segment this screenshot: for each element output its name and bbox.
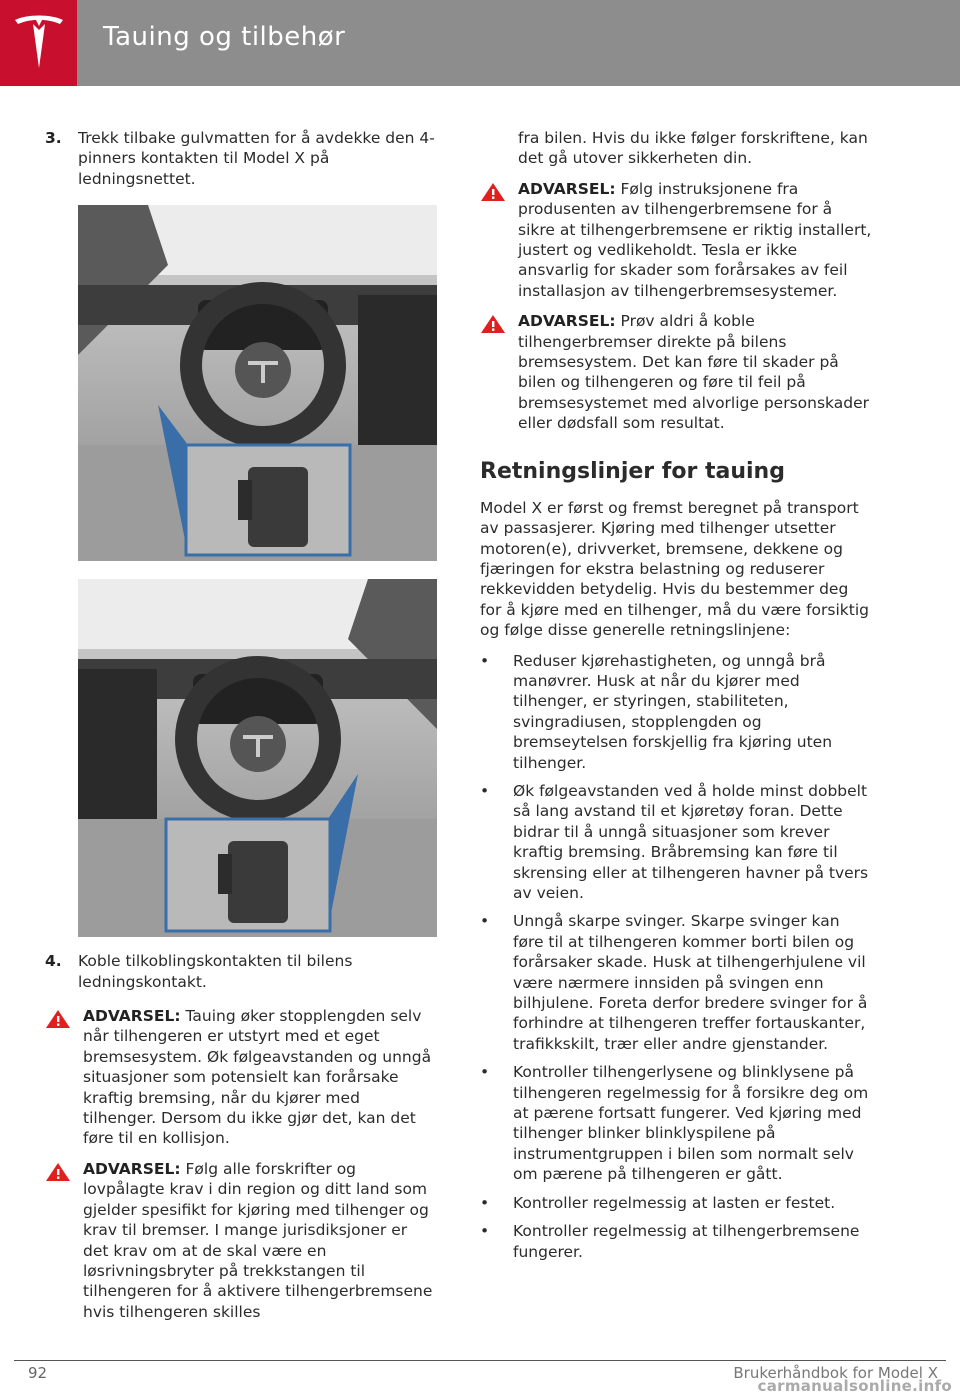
bullet-icon: • [480,1063,490,1082]
bullet-icon: • [480,912,490,931]
page-header [0,0,960,86]
continuation-text: fra bilen. Hvis du ikke følger forskriftene, kan det gå utover sikkerheten din. [518,129,868,168]
step-3 [45,128,437,189]
tesla-logo-icon [13,14,65,70]
warning-triangle-icon [480,314,506,334]
warning-triangle-icon [45,1162,71,1182]
watermark: carmanualsonline.info [757,1377,952,1395]
bullet-icon: • [480,781,490,800]
warning-text: Tauing øker stopplengden selv når tilhengeren er utstyrt med et eget bremsesystem. Øk følgeavstanden og unngå situasjoner som potensielt kan forårsake kraftig bremsing, når du kjører med tilhenger. Dersom du ikke gjør det, kan det føre til en kollisjon. [83,1007,432,1148]
list-item: • Kontroller regelmessig at lasten er festet. [480,1193,836,1212]
warning-text: Følg instruksjonene fra produsenten av tilhengerbremsene for å sikre at tilhengerbremsene er riktig installert, justert og vedlikeholdt. Tesla er ikke ansvarlig for skader som forårsakes av feil installasjon av tilhengerbremsesystemer. [518,179,872,300]
page-title: Tauing og tilbehør [103,22,346,52]
warning-triangle-icon [45,1009,71,1029]
step-text: Koble tilkoblingskontakten til bilens ledningskontakt. [78,952,353,991]
right-column [480,128,872,1262]
footer-divider [14,1360,946,1361]
warning-brake-installation [480,179,872,301]
section-intro: Model X er først og fremst beregnet på transport av passasjerer. Kjøring med tilhenger utsetter motoren(e), drivverket, bremsene, dekkene og fjæringen for ekstra belastning og reduserer rekkevidden betydelig. Hvis du bestemmer deg for å kjøre med en tilhenger, må du være forsiktig og følge disse generelle retningslinjene: [480,498,869,640]
warning-label: ADVARSEL: [83,1007,181,1026]
step-number: 4. [45,952,62,971]
warning-triangle-icon [480,182,506,202]
lhd-dashboard-illustration [78,205,437,561]
step-4 [45,951,437,992]
list-item: • Kontroller tilhengerlysene og blinklysene på tilhengeren regelmessig for å forsikre deg om at pærene fortsatt fungerer. Ved kjøring med tilhenger blinker blinklyspilene på instrumentgruppen i bilen som normalt selv om pærene på tilhengeren er gått. [480,1063,869,1184]
step-text: Trekk tilbake gulvmatten for å avdekke den 4-pinners kontakten til Model X på ledningsnettet. [78,129,435,188]
manual-name: Brukerhåndbok for Model X [733,1364,938,1382]
warning-regulations [45,1159,437,1322]
warning-brake-connection [480,311,872,433]
bullet-icon: • [480,1193,490,1212]
bullet-icon: • [480,651,490,670]
step-number: 3. [45,129,62,147]
list-item: • Kontroller regelmessig at tilhengerbremsene fungerer. [480,1222,860,1261]
warning-text: Prøv aldri å koble tilhengerbremser direkte på bilens bremsesystem. Det kan føre til skader på bilen og tilhengeren og føre til feil på bremsesystemet med alvorlige personskader eller dødsfall som resultat. [518,312,869,433]
page-number: 92 [28,1364,48,1382]
list-item: • Reduser kjørehastigheten, og unngå brå manøvrer. Husk at når du kjører med tilhenger, er styringen, stabiliteten, svingradiusen, stopplengden og bremseytelsen forskjellig fra kjøring uten tilhenger. [480,651,833,772]
warning-label: ADVARSEL: [83,1159,181,1178]
warning-text: Følg alle forskrifter og lovpålagte krav i din region og ditt land som gjelder spesifikt for kjøring med tilhenger og krav til bremser. I mange jurisdiksjoner er det krav om at de skal være en løsrivningsbryter på trekkstangen til tilhengeren for å aktivere tilhengerbremsene hvis tilhengeren skilles [83,1159,433,1321]
warning-label: ADVARSEL: [518,179,616,198]
warning-label: ADVARSEL: [518,312,616,331]
list-item: • Unngå skarpe svinger. Skarpe svinger kan føre til at tilhengeren kommer borti bilen og forårsaker skade. Husk at tilhengerhjulene vil være nærmere innsiden på svingen enn bilhjulene. Foreta derfor bredere svinger for å forhindre at tilhengeren treffer fortauskanter, trafikkskilt, trær eller andre gjenstander. [480,912,868,1053]
left-column [45,128,437,1322]
bullet-icon: • [480,1222,490,1241]
warning-stopping-distance [45,1006,437,1149]
list-item: • Øk følgeavstanden ved å holde minst dobbelt så lang avstand til et kjøretøy foran. Dette bidrar til å unngå situasjoner som krever kraftig bremsing. Bråbremsing kan føre til skrensing eller at tilhengeren havner på tvers av veien. [480,781,869,902]
tesla-logo [0,0,77,86]
rhd-dashboard-illustration [78,579,437,937]
section-heading: Retningslinjer for tauing [480,458,785,484]
